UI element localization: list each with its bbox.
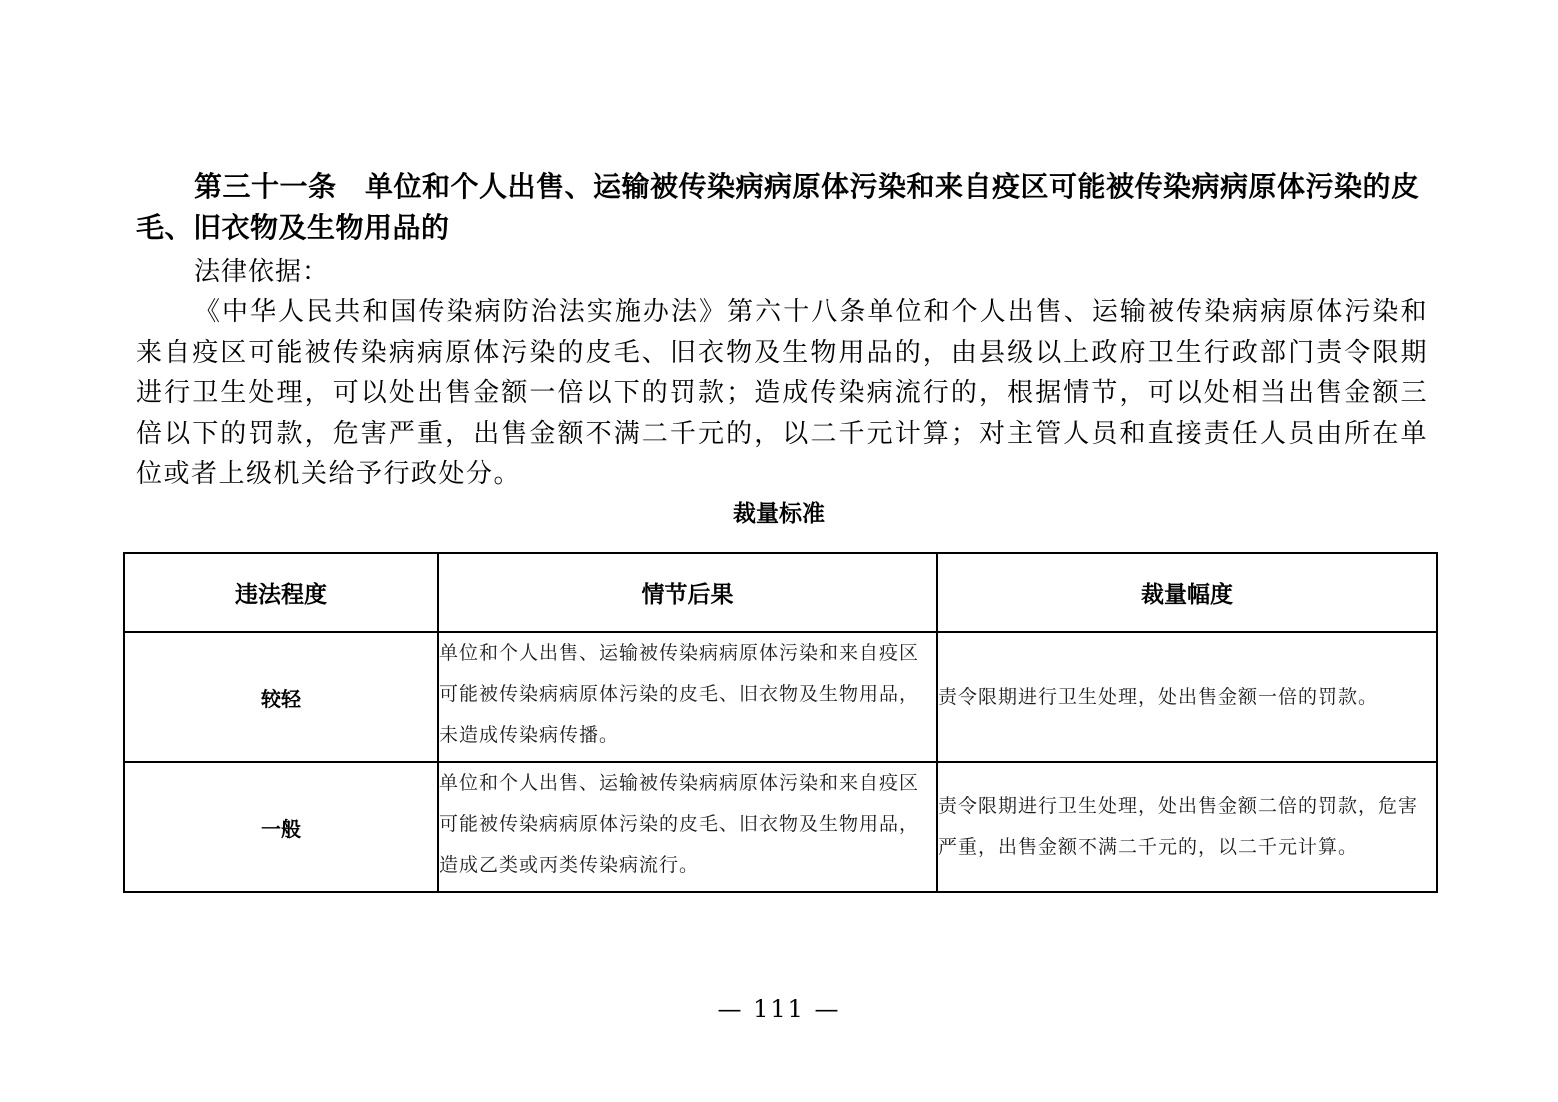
consequence-cell: 单位和个人出售、运输被传染病病原体污染和来自疫区可能被传染病病原体污染的皮毛、旧衣物及生物用品，未造成传染病传播。 — [438, 632, 937, 762]
header-circumstance-consequence: 情节后果 — [438, 553, 937, 632]
discretion-standard-table — [123, 552, 1438, 893]
legal-basis-text: 《中华人民共和国传染病防治法实施办法》第六十八条单位和个人出售、运输被传染病病原体污染和来自疫区可能被传染病病原体污染的皮毛、旧衣物及生物用品的，由县级以上政府卫生行政部门责令限期进行卫生处理，可以处出售金额一倍以下的罚款；造成传染病流行的，根据情节，可以处相当出售金额三倍以下的罚款，危害严重，出售金额不满二千元的，以二千元计算；对主管人员和直接责任人员由所在单位或者上级机关给予行政处分。 — [136, 297, 1428, 489]
header-violation-degree: 违法程度 — [124, 553, 438, 632]
article-title: 第三十一条 单位和个人出售、运输被传染病病原体污染和来自疫区可能被传染病病原体污染的皮毛、旧衣物及生物用品的 — [136, 170, 1420, 244]
table-row — [124, 632, 1437, 762]
page-number: — 111 — — [717, 995, 841, 1023]
table-row — [124, 762, 1437, 892]
table-caption: 裁量标准 — [733, 501, 825, 527]
consequence-cell: 单位和个人出售、运输被传染病病原体污染和来自疫区可能被传染病病原体污染的皮毛、旧衣物及生物用品，造成乙类或丙类传染病流行。 — [438, 762, 937, 892]
penalty-cell: 责令限期进行卫生处理，处出售金额一倍的罚款。 — [937, 632, 1437, 762]
violation-degree-cell: 一般 — [124, 762, 438, 892]
legal-basis-label: 法律依据： — [194, 257, 330, 287]
table-header-row — [124, 553, 1437, 632]
violation-degree-cell: 较轻 — [124, 632, 438, 762]
penalty-cell: 责令限期进行卫生处理，处出售金额二倍的罚款，危害严重，出售金额不满二千元的，以二千元计算。 — [937, 762, 1437, 892]
header-discretion-range: 裁量幅度 — [937, 553, 1437, 632]
